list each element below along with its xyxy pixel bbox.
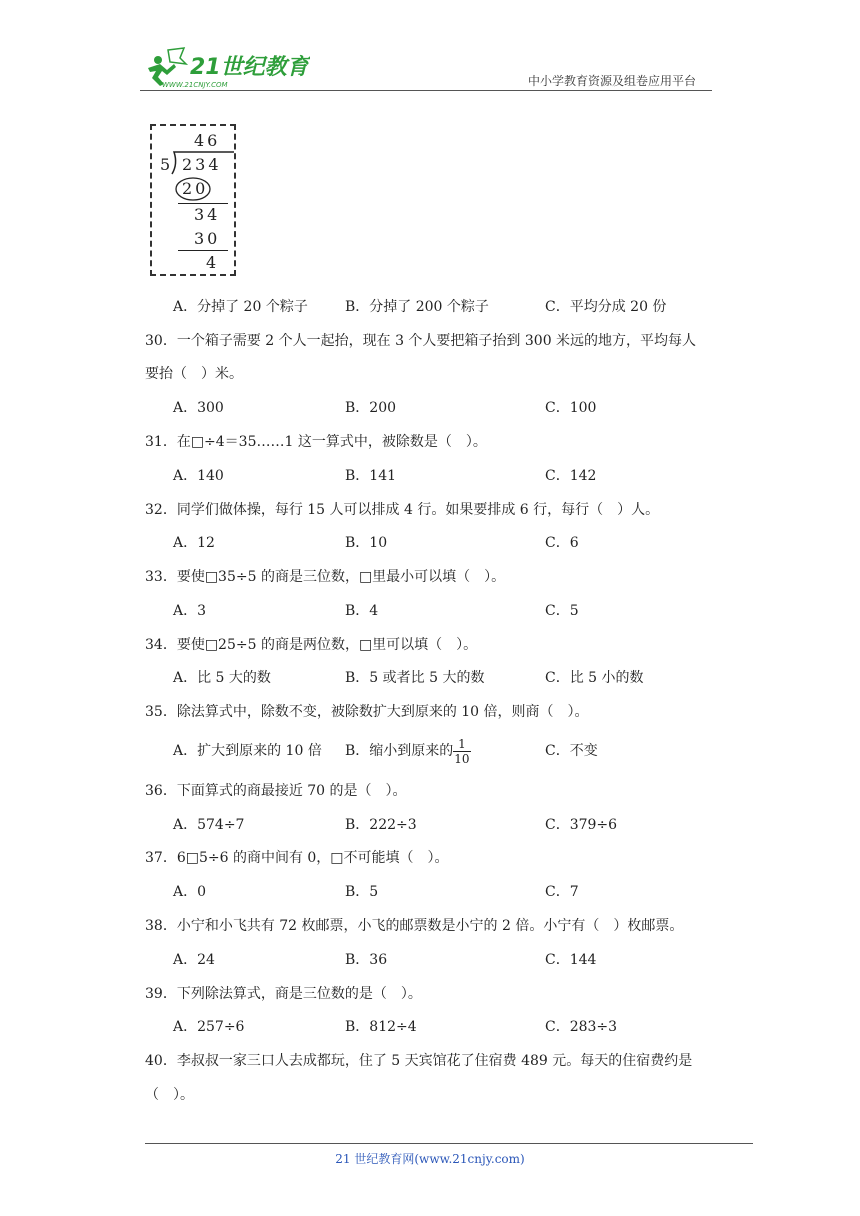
q35-option-c[interactable]: C．不变 <box>545 743 598 759</box>
q39-option-a[interactable]: A．257÷6 <box>173 1019 245 1035</box>
q34-option-a[interactable]: A．比 5 大的数 <box>173 670 271 686</box>
fraction-denominator: 10 <box>454 751 470 766</box>
q32-option-c[interactable]: C．6 <box>545 535 579 551</box>
q33-option-c[interactable]: C．5 <box>545 603 579 619</box>
q36-option-c[interactable]: C．379÷6 <box>545 817 618 833</box>
q33-text: 33．要使□35÷5 的商是三位数，□里最小可以填（ ）。 <box>145 569 506 585</box>
q39-option-b[interactable]: B．812÷4 <box>345 1019 417 1035</box>
q37-option-b[interactable]: B．5 <box>345 884 379 900</box>
fraction-one-tenth <box>453 737 470 766</box>
q31-option-c[interactable]: C．142 <box>545 468 597 484</box>
q35-option-a[interactable]: A．扩大到原来的 10 倍 <box>173 743 322 759</box>
q34-option-b[interactable]: B．5 或者比 5 大的数 <box>345 670 485 686</box>
q32-option-b[interactable]: B．10 <box>345 535 388 551</box>
long-division-figure <box>150 124 236 276</box>
q40-text-line1: 40．李叔叔一家三口人去成都玩，住了 5 天宾馆花了住宿费 489 元。每天的住宿费约是 <box>145 1053 693 1069</box>
fraction-numerator: 1 <box>453 737 470 752</box>
q34-text: 34．要使□25÷5 的商是两位数，□里可以填（ ）。 <box>145 637 478 653</box>
q35-text: 35．除法算式中，除数不变，被除数扩大到原来的 10 倍，则商（ ）。 <box>145 704 589 720</box>
q30-option-c[interactable]: C．100 <box>545 400 597 416</box>
q36-option-a[interactable]: A．574÷7 <box>173 817 245 833</box>
q39-text: 39．下列除法算式，商是三位数的是（ ）。 <box>145 986 422 1002</box>
q38-option-a[interactable]: A．24 <box>173 952 215 968</box>
division-remainder1: 34 <box>194 205 221 224</box>
q32-option-a[interactable]: A．12 <box>173 535 215 551</box>
division-remainder: 4 <box>206 253 220 272</box>
q37-option-c[interactable]: C．7 <box>545 884 579 900</box>
q38-option-c[interactable]: C．144 <box>545 952 597 968</box>
q32-text: 32．同学们做体操，每行 15 人可以排成 4 行。如果要排成 6 行，每行（ ）人。 <box>145 502 660 518</box>
q31-option-a[interactable]: A．140 <box>173 468 224 484</box>
q36-text: 36．下面算式的商最接近 70 的是（ ）。 <box>145 783 407 799</box>
q29-option-c[interactable]: C．平均分成 20 份 <box>545 299 667 315</box>
q35-option-b[interactable] <box>345 733 471 769</box>
q30-text-line2: 要抬（ ）米。 <box>145 366 243 382</box>
q37-text: 37．6□5÷6 的商中间有 0，□不可能填（ ）。 <box>145 850 449 866</box>
division-step1: 20 <box>182 179 209 198</box>
q37-option-a[interactable]: A．0 <box>173 884 207 900</box>
q30-text-line1: 30．一个箱子需要 2 个人一起抬，现在 3 个人要把箱子抬到 300 米远的地方，平均每人 <box>145 333 697 349</box>
q30-option-a[interactable]: A．300 <box>173 400 224 416</box>
q31-option-b[interactable]: B．141 <box>345 468 397 484</box>
q29-option-a[interactable]: A．分掉了 20 个粽子 <box>173 299 308 315</box>
division-step2: 30 <box>194 229 221 248</box>
division-quotient: 46 <box>194 131 221 150</box>
logo-url: WWW.21CNJY.COM <box>162 81 228 89</box>
footer-link[interactable]: 21 世纪教育网(www.21cnjy.com) <box>335 1152 525 1166</box>
q36-option-b[interactable]: B．222÷3 <box>345 817 417 833</box>
q31-text: 31．在□÷4＝35……1 这一算式中，被除数是（ ）。 <box>145 434 487 450</box>
q38-text: 38．小宁和小飞共有 72 枚邮票，小飞的邮票数是小宁的 2 倍。小宁有（ ）枚邮票。 <box>145 918 684 934</box>
q35-option-b-label: B．缩小到原来的 <box>345 743 454 759</box>
q34-option-c[interactable]: C．比 5 小的数 <box>545 670 644 686</box>
division-divisor: 5 <box>160 155 174 174</box>
q33-option-b[interactable]: B．4 <box>345 603 379 619</box>
q39-option-c[interactable]: C．283÷3 <box>545 1019 618 1035</box>
division-line-2 <box>178 250 228 251</box>
header-divider <box>140 90 712 91</box>
q30-option-b[interactable]: B．200 <box>345 400 397 416</box>
footer-divider <box>145 1143 753 1144</box>
logo-text: 21世纪教育 <box>190 55 309 80</box>
q33-option-a[interactable]: A．3 <box>173 603 207 619</box>
division-line-1 <box>178 203 228 204</box>
division-dividend: 234 <box>182 155 222 174</box>
site-logo <box>140 44 310 92</box>
q40-text-line2: （ ）。 <box>145 1087 194 1103</box>
q38-option-b[interactable]: B．36 <box>345 952 388 968</box>
q29-option-b[interactable]: B．分掉了 200 个粽子 <box>345 299 489 315</box>
header-platform-text: 中小学教育资源及组卷应用平台 <box>528 74 697 88</box>
